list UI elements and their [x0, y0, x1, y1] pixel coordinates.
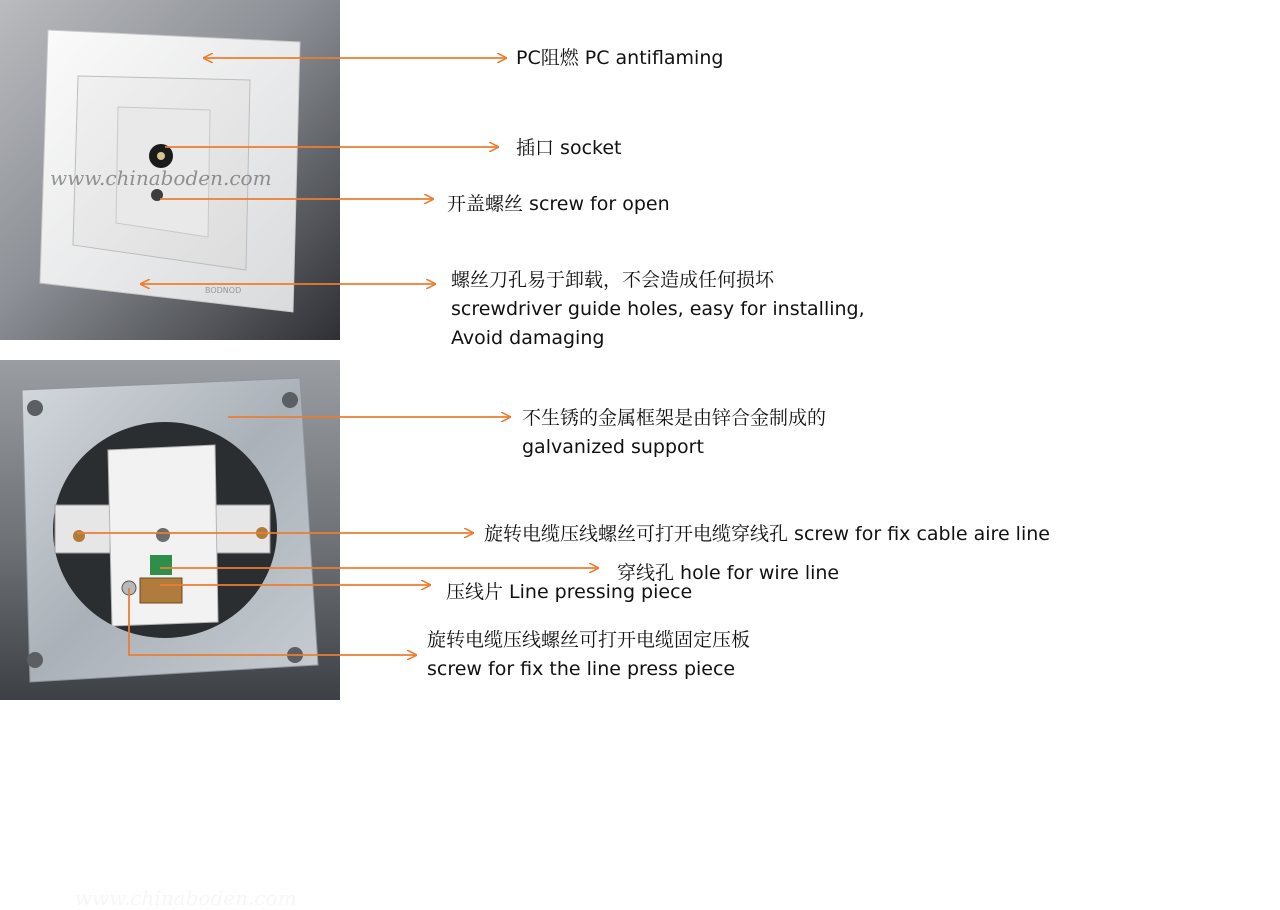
label-pressing-piece: 压线片 Line pressing piece — [446, 581, 693, 603]
label-fix-line-en: screw for fix the line press piece — [427, 658, 736, 680]
label-guide-holes-en2: Avoid damaging — [451, 327, 605, 349]
label-fix-line-cn: 旋转电缆压线螺丝可打开电缆固定压板 — [427, 629, 751, 651]
label-pc-antiflaming: PC阻燃 PC antiflaming — [516, 47, 724, 69]
label-support-cn: 不生锈的金属框架是由锌合金制成的 — [522, 407, 827, 429]
label-guide-holes-cn: 螺丝刀孔易于卸载，不会造成任何损坏 — [451, 269, 775, 291]
label-guide-holes-en1: screwdriver guide holes, easy for installing, — [451, 298, 865, 320]
brand-mark: BODNOD — [205, 286, 242, 295]
label-socket: 插口 socket — [516, 137, 622, 159]
label-fix-cable: 旋转电缆压线螺丝可打开电缆穿线孔 screw for fix cable aire line — [484, 523, 1050, 545]
arrow-fix-line — [129, 588, 416, 655]
watermark-top: www.chinaboden.com — [50, 166, 272, 190]
watermark-bottom: www.chinaboden.com — [75, 886, 297, 910]
label-support-en: galvanized support — [522, 436, 704, 458]
label-wire-hole: 穿线孔 hole for wire line — [617, 562, 840, 584]
label-screw-open: 开盖螺丝 screw for open — [447, 193, 670, 215]
